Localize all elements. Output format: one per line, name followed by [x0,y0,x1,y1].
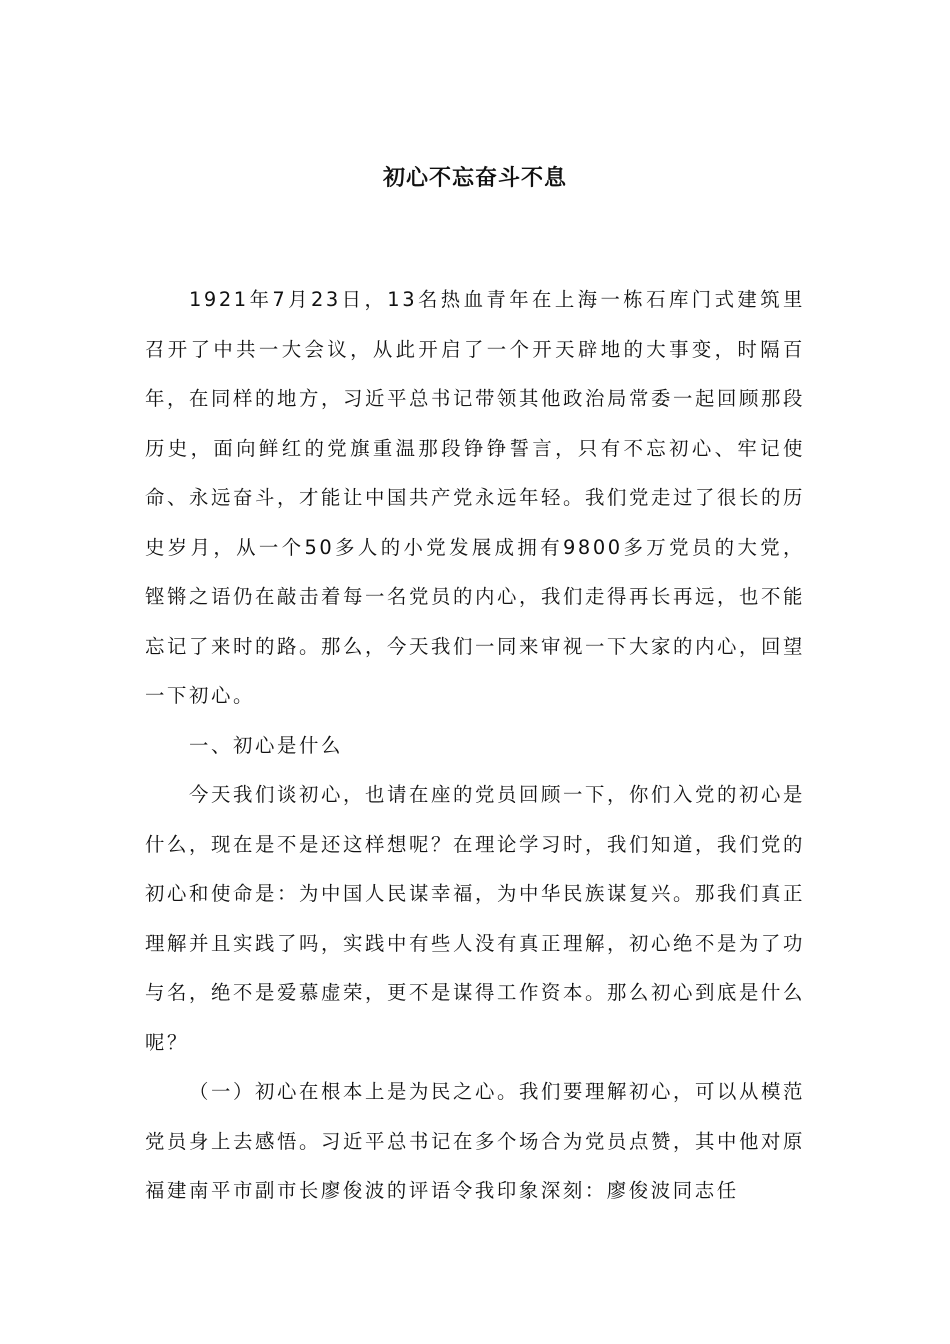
paragraph-intro: 1921年7月23日，13名热血青年在上海一栋石库门式建筑里召开了中共一大会议，从此开启了一个开天辟地的大事变，时隔百年，在同样的地方，习近平总书记带领其他政治局常委一起回顾那段历史，面向鲜红的党旗重温那段铮铮誓言，只有不忘初心、牢记使命、永远奋斗，才能让中国共产党永远年轻。我们党走过了很长的历史岁月，从一个50多人的小党发展成拥有9800多万党员的大党，铿锵之语仍在敲击着每一名党员的内心，我们走得再长再远，也不能忘记了来时的路。那么，今天我们一同来审视一下大家的内心，回望一下初心。 [145,288,805,707]
document-body [145,275,805,1216]
document-title: 初心不忘奋斗不息 [382,165,567,191]
section-heading-1: 一、初心是什么 [189,733,343,757]
paragraph-subsection-1: （一）初心在根本上是为民之心。我们要理解初心，可以从模范党员身上去感悟。习近平总书记在多个场合为党员点赞，其中他对原福建南平市副市长廖俊波的评语令我印象深刻：廖俊波同志任 [145,1080,805,1202]
paragraph-section-1: 今天我们谈初心，也请在座的党员回顾一下，你们入党的初心是什么，现在是不是还这样想呢？在理论学习时，我们知道，我们党的初心和使命是：为中国人民谋幸福，为中华民族谋复兴。那我们真正理解并且实践了吗，实践中有些人没有真正理解，初心绝不是为了功与名，绝不是爱慕虚荣，更不是谋得工作资本。那么初心到底是什么呢？ [145,783,805,1054]
